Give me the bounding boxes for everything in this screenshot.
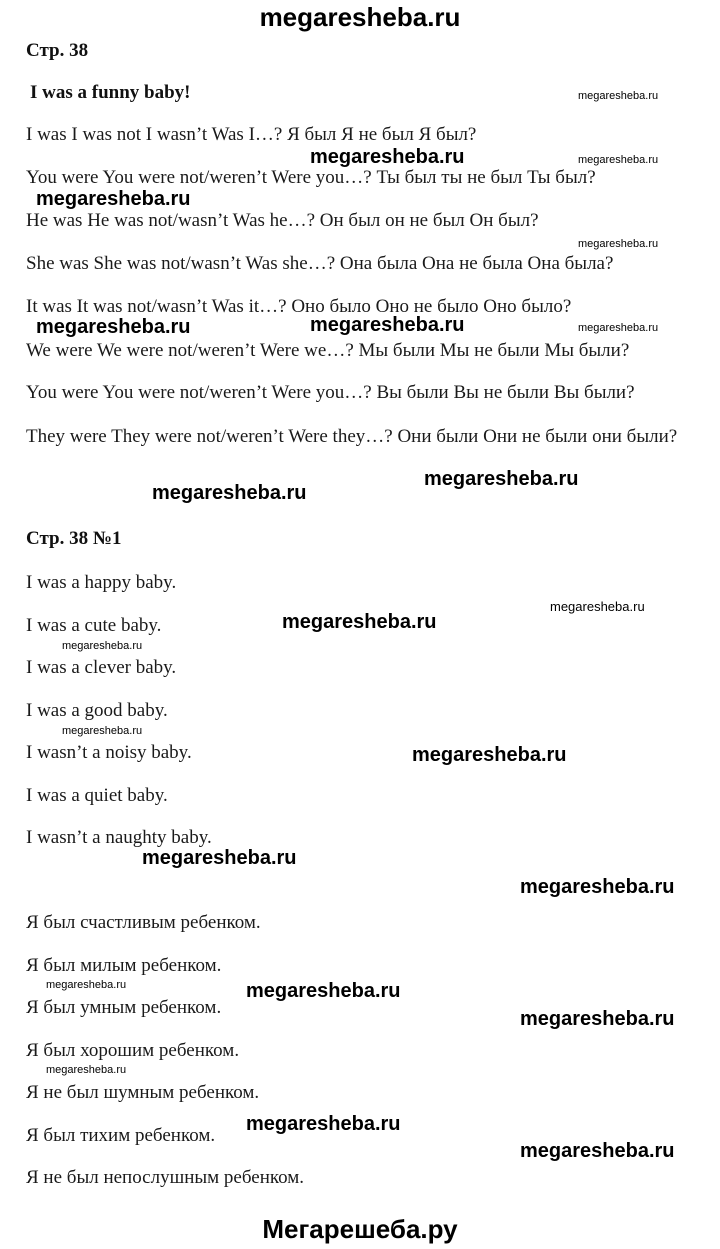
watermark: megaresheba.ru — [578, 90, 659, 102]
russian-sentence: Я был тихим ребенком. — [26, 1125, 216, 1146]
russian-sentence: Я был милым ребенком. — [26, 955, 222, 976]
watermark: megaresheba.ru — [578, 322, 659, 334]
page-label: Стр. 38 — [26, 40, 89, 61]
watermark: megaresheba.ru — [282, 611, 437, 633]
watermark: megaresheba.ru — [578, 154, 659, 166]
russian-sentence: Я не был непослушным ребенком. — [26, 1167, 305, 1188]
english-sentence: I was a cute baby. — [26, 615, 162, 636]
watermark: megaresheba.ru — [142, 847, 297, 869]
site-title-bottom[interactable]: Мегарешеба.ру — [262, 1214, 458, 1244]
watermark: megaresheba.ru — [520, 1140, 675, 1162]
grammar-line: You were You were not/weren’t Were you…? Ты был ты не был Ты был? — [26, 167, 596, 188]
watermark: megaresheba.ru — [36, 188, 191, 210]
grammar-line: They were They were not/weren’t Were they…? Они были Они не были они были? — [26, 426, 678, 447]
watermark: megaresheba.ru — [550, 599, 645, 614]
exercise-label: Стр. 38 №1 — [26, 528, 122, 549]
watermark: megaresheba.ru — [578, 238, 659, 250]
watermark: megaresheba.ru — [310, 146, 465, 168]
watermark: megaresheba.ru — [412, 744, 567, 766]
russian-sentence: Я был хорошим ребенком. — [26, 1040, 240, 1061]
watermark: megaresheba.ru — [46, 1064, 127, 1076]
watermark: megaresheba.ru — [424, 468, 579, 490]
watermark: megaresheba.ru — [520, 876, 675, 898]
english-sentence: I wasn’t a naughty baby. — [26, 827, 212, 848]
section-title: I was a funny baby! — [30, 82, 191, 103]
english-sentence: I wasn’t a noisy baby. — [26, 742, 192, 763]
watermark: megaresheba.ru — [246, 980, 401, 1002]
grammar-line: It was It was not/wasn’t Was it…? Оно было Оно не было Оно было? — [26, 296, 572, 317]
grammar-line: I was I was not I wasn’t Was I…? Я был Я не был Я был? — [26, 124, 477, 145]
watermark: megaresheba.ru — [310, 314, 465, 336]
english-sentence: I was a good baby. — [26, 700, 168, 721]
grammar-line: You were You were not/weren’t Were you…? Вы были Вы не были Вы были? — [26, 382, 635, 403]
russian-sentence: Я был умным ребенком. — [26, 997, 222, 1018]
watermark: megaresheba.ru — [62, 640, 143, 652]
watermark: megaresheba.ru — [152, 482, 307, 504]
english-sentence: I was a clever baby. — [26, 657, 177, 678]
russian-sentence: Я не был шумным ребенком. — [26, 1082, 260, 1103]
watermark: megaresheba.ru — [246, 1113, 401, 1135]
grammar-line: We were We were not/weren’t Were we…? Мы были Мы не были Мы были? — [26, 340, 630, 361]
watermark: megaresheba.ru — [62, 725, 143, 737]
english-sentence: I was a happy baby. — [26, 572, 177, 593]
grammar-line: He was He was not/wasn’t Was he…? Он был он не был Он был? — [26, 210, 539, 231]
site-title-top[interactable]: megaresheba.ru — [259, 2, 461, 32]
watermark: megaresheba.ru — [36, 316, 191, 338]
watermark: megaresheba.ru — [520, 1008, 675, 1030]
grammar-line: She was She was not/wasn’t Was she…? Она была Она не была Она была? — [26, 253, 614, 274]
russian-sentence: Я был счастливым ребенком. — [26, 912, 261, 933]
watermark: megaresheba.ru — [46, 979, 127, 991]
english-sentence: I was a quiet baby. — [26, 785, 168, 806]
